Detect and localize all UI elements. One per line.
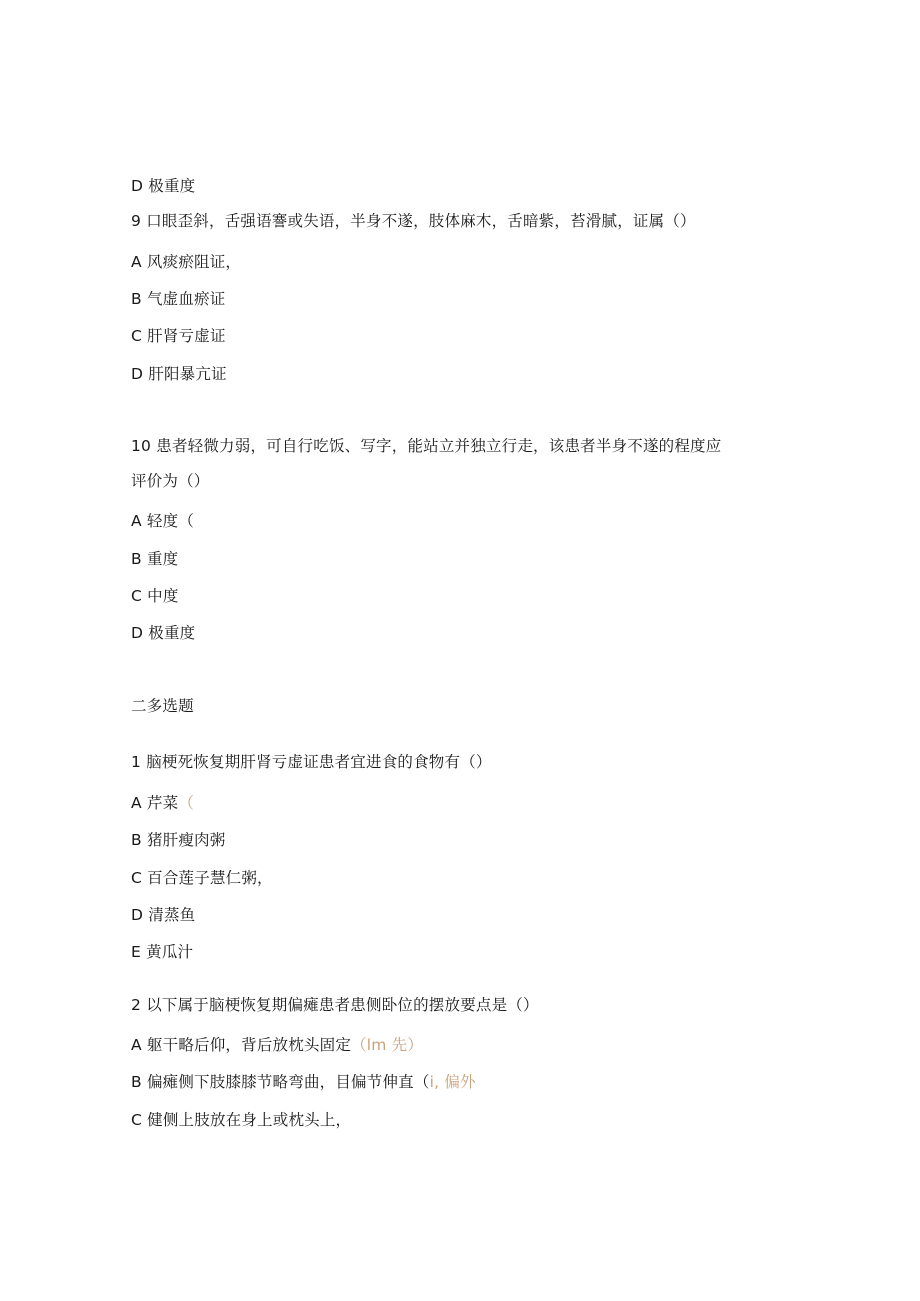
option-m1-d: D 清蒸鱼 [131,906,196,924]
option-m2-c: C 健侧上肢放在身上或枕头上， [131,1111,352,1129]
option-m1-e: E 黄瓜汁 [131,943,194,961]
option-q9-c: C 肝肾亏虚证 [131,327,226,345]
option-m1-c: C 百合莲子慧仁粥， [131,869,273,887]
option-q10-a: A 轻度（ [131,512,195,530]
faint-mark: （lm 先） [351,1036,424,1054]
option-q9-d: D 肝阳暴亢证 [131,365,227,383]
option-q10-d: D 极重度 [131,624,196,642]
faint-mark: i, 偏外 [429,1073,476,1091]
option-q9-b: B 气虚血瘀证 [131,290,226,308]
question-10-line-1: 10 患者轻微力弱，可自行吃饭、写字，能站立并独立行走，该患者半身不遂的程度应 [131,437,722,455]
option-q9-a: A 风痰瘀阻证， [131,253,242,271]
option-m2-a: A 躯干略后仰，背后放枕头固定（lm 先） [131,1036,424,1054]
option-q10-c: C 中度 [131,587,179,605]
question-10-line-2: 评价为（） [131,472,210,490]
option-m1-a: A 芹菜（ [131,794,195,812]
option-m2-b: B 偏瘫侧下肢膝膝节略弯曲，目偏节伸直（i, 偏外 [131,1073,476,1091]
section-heading: 二多选题 [131,697,194,715]
option-q10-b: B 重度 [131,550,179,568]
multi-question-1: 1 脑梗死恢复期肝肾亏虚证患者宜进食的食物有（） [131,753,492,771]
multi-question-2: 2 以下属于脑梗恢复期偏瘫患者患侧卧位的摆放要点是（） [131,996,539,1014]
option-q8-d: D 极重度 [131,177,196,195]
question-9: 9 口眼歪斜，舌强语謇或失语，半身不遂，肢体麻木，舌暗紫，苔滑腻，证属（） [131,212,696,230]
faint-mark: （ [178,794,195,812]
option-m1-b: B 猪肝瘦肉粥 [131,831,226,849]
